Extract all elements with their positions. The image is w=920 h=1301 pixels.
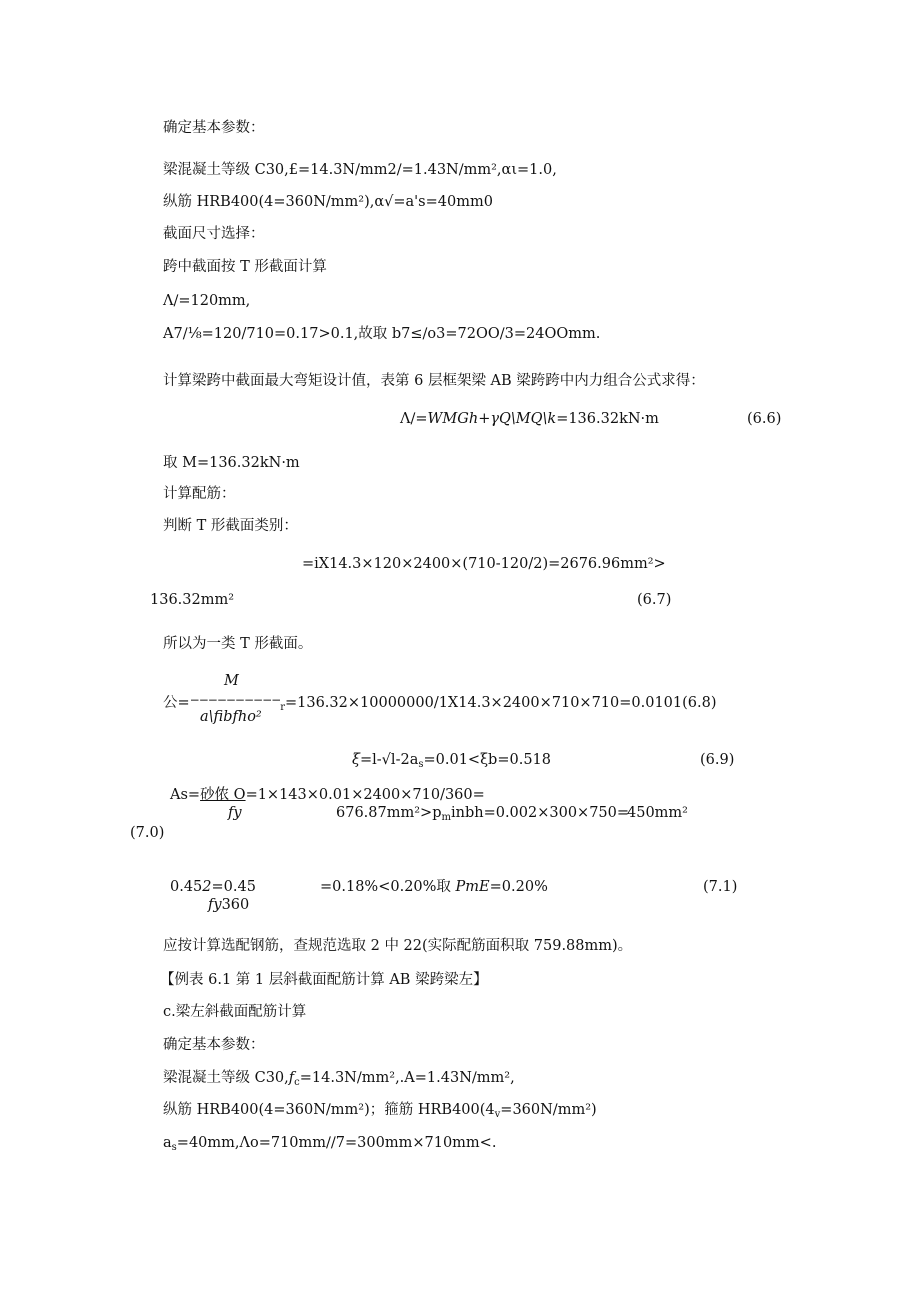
equation-7-1-left [170,878,256,896]
eq71-part-a: 0.45 [170,879,203,895]
eq69-part-c: =0.01<ξb=0.518 [423,752,551,768]
equation-6-8-numerator: M [224,673,239,689]
rebar2-subscript: v [494,1109,501,1120]
eq71-part-c: =0.45 [211,879,256,895]
eq70-subscript: m [441,812,451,823]
midspan-line: 跨中截面按 T 形截面计算 [163,259,327,275]
moment-intro: 计算梁跨中截面最大弯矩设计值，表第 6 层框架梁 AB 梁跨跨中内力组合公式求得： [163,373,705,389]
eq71-den-value: 360 [221,897,250,913]
table-title: 【例表 6.1 第 1 层斜截面配筋计算 AB 梁跨梁左】 [160,972,488,988]
eq69-subscript: s [418,759,424,770]
rebar-line: 纵筋 HRB400(4=360N∕mm²),α√=a's=40mm0 [163,194,493,210]
heading-reinforcement: 计算配筋： [163,486,236,502]
take-moment-line: 取 M=136.32kN·m [163,455,300,471]
eq66-part-b: WMGh+γQ\MQ\k [427,411,557,427]
flange-ratio-line: A7∕⅛=120/710=0.17>0.1,故取 b7≤∕o3=72OO∕3=24OOmm. [163,326,601,342]
equation-6-7-bottom: 136.32mm² [150,592,235,608]
equation-7-0-mid [336,804,629,827]
eq66-part-a: Λ∕= [400,411,428,427]
rebar2-part-b: =360N∕mm²) [500,1102,597,1118]
equation-7-1-denominator [208,896,249,914]
rebar-selection-line: 应按计算选配钢筋，查规范选取 2 中 22(实际配筋面积取 759.88mm)。 [163,938,633,954]
eq71-part-e: PmE [455,879,490,895]
eq68-part-a: 公= [163,695,190,711]
heading-basic-params-2: 确定基本参数： [163,1037,265,1053]
rebar-line-2 [163,1101,597,1124]
equation-6-9 [352,751,551,774]
eq68-subscript: r [280,702,285,713]
concrete2-subscript: c [294,1077,300,1088]
heading-basic-params: 确定基本参数： [163,120,265,136]
eq69-part-b: =l-√l-2a [360,752,419,768]
concrete-grade-line-2 [163,1069,515,1092]
eq70-part-d: inbh=0.002×300×750= [450,805,630,821]
heading-section-size: 截面尺寸选择： [163,226,265,242]
equation-6-7-top: =iX14.3×120×2400×(710-120/2)=2676.96mm²> [302,556,666,572]
eq71-den-fy: fy [208,897,222,913]
eq70-part-a: As= [170,787,201,803]
eq71-part-d: =0.18%<0.20%取 [320,879,456,895]
equation-7-0-fy: fy [228,805,242,821]
equation-7-0-min-area: 450mm² [627,805,688,821]
eq66-part-c: =136.32kN·m [556,411,659,427]
concrete-grade-line: 梁混凝土等级 C30,£=14.3N∕mm2∕=1.43N∕mm²,αι=1.0, [163,162,557,178]
equation-number-6-7: (6.7) [637,592,672,608]
equation-number-6-9: (6.9) [700,752,735,768]
as-part-b: =40mm,Λo=710mm∕∕7=300mm×710mm<. [176,1135,497,1151]
concrete2-f: f [288,1070,295,1086]
eq70-part-c: 676.87mm²>p [336,805,442,821]
rebar2-part-a: 纵筋 HRB400(4=360N∕mm²)；箍筋 HRB400(4 [163,1102,495,1118]
equation-number-7-1: (7.1) [703,879,738,895]
equation-6-8-denominator: a\fibfho² [200,709,262,725]
eq68-part-b: =136.32×10000000/1X14.3×2400×710×710=0.0101(6.8) [284,695,717,711]
eq70-part-b: =1×143×0.01×2400×710/360= [245,787,485,803]
eq68-fraction-line: −−−−−−−−−− [189,693,281,707]
as-part-a: a [163,1135,172,1151]
eq71-part-b: 2 [202,879,212,895]
section-conclusion: 所以为一类 T 形截面。 [163,636,313,652]
equation-7-0-top [170,786,485,804]
cover-dimension-line [163,1134,496,1157]
subtitle-shear-design: c.梁左斜截面配筋计算 [163,1004,307,1020]
concrete2-part-a: 梁混凝土等级 C30, [163,1070,289,1086]
equation-7-1-right [320,878,548,896]
flange-thickness-line: Λ∕=120mm, [163,293,251,309]
eq69-xi: ξ [352,752,360,768]
eq70-underlined: 砂侬 O [200,787,246,803]
equation-number-6-6: (6.6) [747,411,782,427]
as-subscript: s [171,1142,177,1153]
equation-6-6 [400,410,659,428]
equation-number-7-0: (7.0) [130,825,165,841]
eq71-part-f: =0.20% [489,879,548,895]
concrete2-part-b: =14.3N∕mm²,.A=1.43N∕mm², [299,1070,515,1086]
heading-judge-section: 判断 T 形截面类别： [163,518,298,534]
